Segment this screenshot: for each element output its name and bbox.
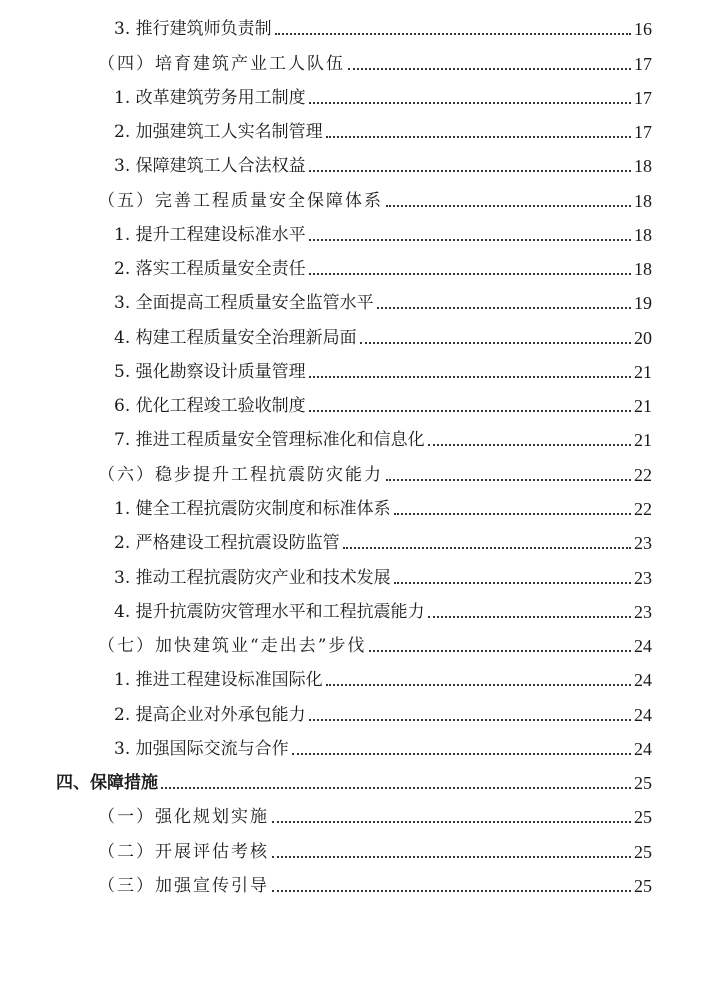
dot-leader: [309, 719, 631, 721]
toc-entry-title: 5. 强化勘察设计质量管理: [114, 361, 306, 382]
toc-entry: [0, 349, 706, 383]
toc-entry: [0, 280, 706, 314]
toc-entry: [0, 6, 706, 40]
toc-entry-title: 4. 提升抗震防灾管理水平和工程抗震能力: [114, 601, 425, 622]
toc-entry-title: 四、保障措施: [56, 773, 158, 794]
toc-entry-title: 6. 优化工程竣工验收制度: [114, 396, 306, 417]
dot-leader: [377, 307, 631, 309]
toc-entry: [0, 554, 706, 588]
toc-entry-title: （四）培育建筑产业工人队伍: [98, 53, 345, 74]
toc-entry-page-number: 25: [634, 841, 652, 862]
toc-entry-title: 7. 推进工程质量安全管理标准化和信息化: [114, 430, 425, 451]
dot-leader: [386, 205, 631, 207]
toc-entry: [0, 143, 706, 177]
dot-leader: [394, 513, 631, 515]
toc-entry-page-number: 20: [634, 327, 652, 348]
toc-entry-title: 2. 提高企业对外承包能力: [114, 704, 306, 725]
toc-entry-page-number: 24: [634, 670, 652, 691]
dot-leader: [326, 136, 631, 138]
toc-entry-page-number: 17: [634, 122, 652, 143]
toc-entry-title: 3. 保障建筑工人合法权益: [114, 156, 306, 177]
toc-entry-page-number: 18: [634, 156, 652, 177]
dot-leader: [161, 787, 631, 789]
dot-leader: [309, 376, 631, 378]
dot-leader: [428, 616, 631, 618]
toc-entry-page-number: 18: [634, 190, 652, 211]
toc-entry: [0, 828, 706, 862]
toc-entry: [0, 212, 706, 246]
toc-entry-page-number: 16: [634, 19, 652, 40]
dot-leader: [309, 239, 631, 241]
toc-entry-page-number: 25: [634, 875, 652, 896]
toc-entry-title: （六）稳步提升工程抗震防灾能力: [98, 464, 383, 485]
toc-entry: [0, 314, 706, 348]
toc-entry-title: （二）开展评估考核: [98, 841, 269, 862]
toc-entry-title: 1. 推进工程建设标准国际化: [114, 670, 323, 691]
toc-entry-title: 3. 全面提高工程质量安全监管水平: [114, 293, 374, 314]
toc-entry-title: 3. 加强国际交流与合作: [114, 738, 289, 759]
dot-leader: [292, 753, 631, 755]
toc-entry: [0, 520, 706, 554]
toc-entry-page-number: 22: [634, 498, 652, 519]
toc-entry-page-number: 21: [634, 396, 652, 417]
toc-entry-title: 1. 提升工程建设标准水平: [114, 224, 306, 245]
toc-entry: [0, 75, 706, 109]
toc-entry-title: 1. 改革建筑劳务用工制度: [114, 87, 306, 108]
dot-leader: [272, 821, 631, 823]
toc-entry-title: 3. 推行建筑师负责制: [114, 19, 272, 40]
toc-entry-title: （三）加强宣传引导: [98, 875, 269, 896]
toc-entry-page-number: 21: [634, 361, 652, 382]
toc-entry-title: 2. 加强建筑工人实名制管理: [114, 122, 323, 143]
toc-entry: [0, 691, 706, 725]
toc-entry: [0, 417, 706, 451]
toc-entry-page-number: 19: [634, 293, 652, 314]
toc-entry-page-number: 23: [634, 601, 652, 622]
toc-entry-title: （七）加快建筑业“走出去”步伐: [98, 636, 367, 657]
toc-entry: [0, 623, 706, 657]
toc-entry: [0, 109, 706, 143]
toc-entry-title: （一）强化规划实施: [98, 807, 269, 828]
toc-entry-page-number: 24: [634, 704, 652, 725]
toc-entry-page-number: 23: [634, 533, 652, 554]
toc-entry-page-number: 24: [634, 738, 652, 759]
toc-entry: [0, 760, 706, 794]
toc-entry: [0, 726, 706, 760]
toc-entry-title: 2. 严格建设工程抗震设防监管: [114, 533, 340, 554]
dot-leader: [369, 650, 631, 652]
dot-leader: [275, 33, 631, 35]
toc-entry: [0, 657, 706, 691]
toc-entry-title: 2. 落实工程质量安全责任: [114, 259, 306, 280]
dot-leader: [348, 68, 631, 70]
toc-entry: [0, 383, 706, 417]
dot-leader: [309, 410, 631, 412]
toc-entry: [0, 486, 706, 520]
dot-leader: [326, 684, 631, 686]
toc-entry-page-number: 25: [634, 773, 652, 794]
dot-leader: [309, 273, 631, 275]
toc-entry-page-number: 23: [634, 567, 652, 588]
toc-entry: [0, 246, 706, 280]
toc-entry-page-number: 18: [634, 259, 652, 280]
toc-entry-page-number: 22: [634, 464, 652, 485]
toc-entry: [0, 589, 706, 623]
toc-entry-title: 1. 健全工程抗震防灾制度和标准体系: [114, 498, 391, 519]
dot-leader: [428, 444, 631, 446]
toc-entry: [0, 863, 706, 897]
toc-entry-title: （五）完善工程质量安全保障体系: [98, 190, 383, 211]
toc-entry-page-number: 21: [634, 430, 652, 451]
toc-entry: [0, 794, 706, 828]
dot-leader: [272, 856, 631, 858]
dot-leader: [309, 102, 631, 104]
table-of-contents: [0, 6, 706, 897]
toc-entry: [0, 177, 706, 211]
dot-leader: [386, 479, 631, 481]
dot-leader: [309, 170, 631, 172]
dot-leader: [360, 342, 631, 344]
toc-entry-page-number: 17: [634, 53, 652, 74]
toc-entry-page-number: 24: [634, 636, 652, 657]
toc-entry: [0, 451, 706, 485]
toc-entry-title: 4. 构建工程质量安全治理新局面: [114, 327, 357, 348]
dot-leader: [394, 582, 631, 584]
toc-entry-title: 3. 推动工程抗震防灾产业和技术发展: [114, 567, 391, 588]
toc-entry-page-number: 18: [634, 224, 652, 245]
dot-leader: [272, 890, 631, 892]
toc-entry-page-number: 17: [634, 87, 652, 108]
toc-entry-page-number: 25: [634, 807, 652, 828]
dot-leader: [343, 547, 631, 549]
toc-entry: [0, 40, 706, 74]
